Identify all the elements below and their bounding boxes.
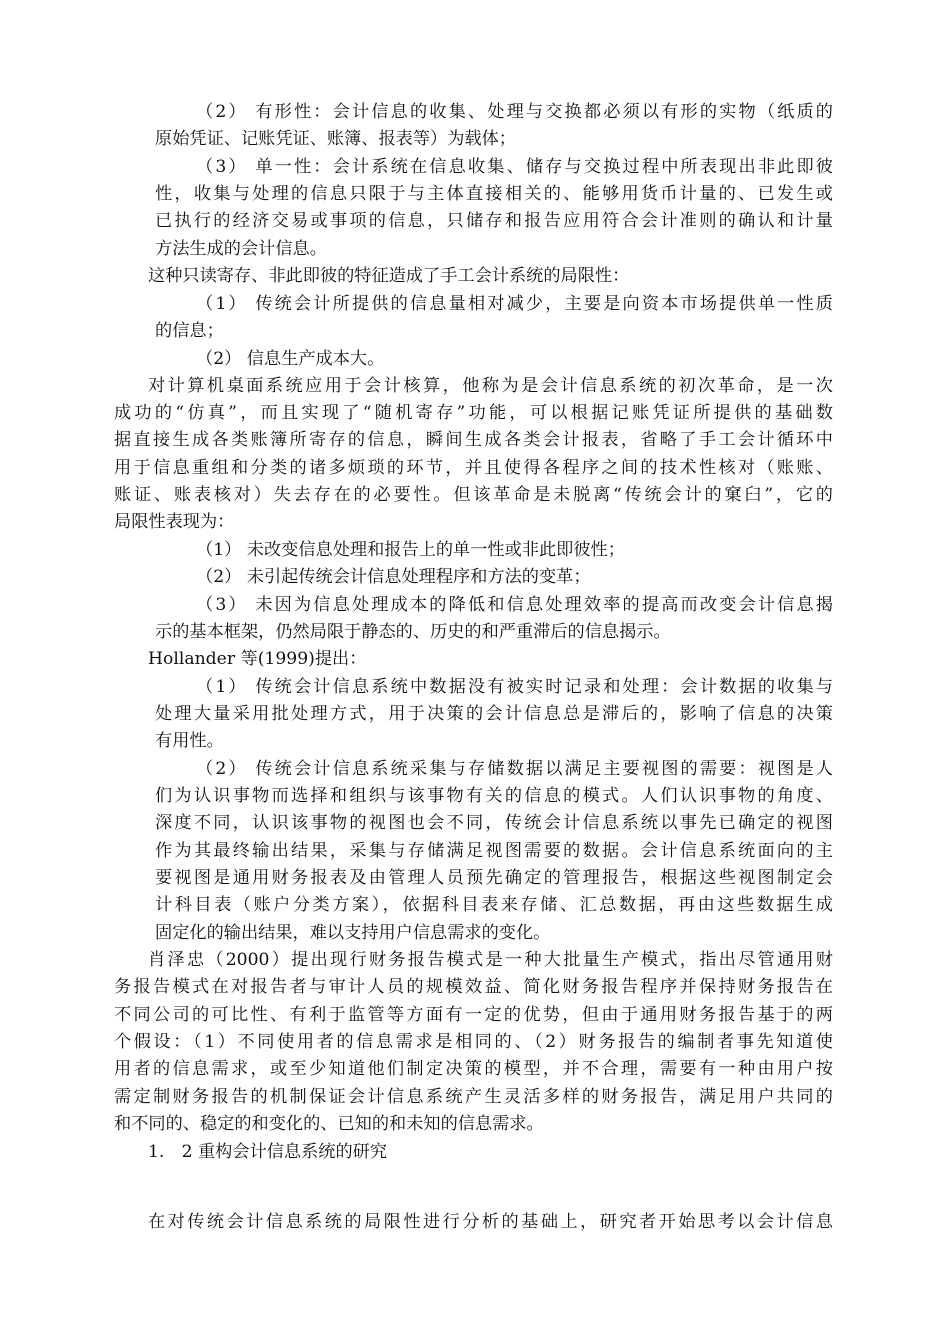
text-line: 用于信息重组和分类的诸多烦琐的环节，并且使得各程序之间的技术性核对（账账、 [114, 458, 833, 478]
text-line: 账证、账表核对）失去存在的必要性。但该革命是未脱离“传统会计的窠臼”，它的 [114, 485, 833, 505]
text-line: （3） 未因为信息处理成本的降低和信息处理效率的提高而改变会计信息揭 [196, 595, 833, 615]
text-line: 原始凭证、记账凭证、账簿、报表等）为载体； [155, 129, 516, 149]
text-line: 不同公司的可比性、有利于监管等方面有一定的优势，但由于通用财务报告基于的两 [114, 1005, 833, 1025]
text-line: 作为其最终输出结果，采集与存储满足视图需要的数据。会计信息系统面向的主 [155, 841, 833, 861]
text-line: 对计算机桌面系统应用于会计核算，他称为是会计信息系统的初次革命，是一次 [148, 376, 833, 396]
text-line: 有用性。 [155, 731, 224, 751]
text-line: （1） 未改变信息处理和报告上的单一性或非此即彼性； [196, 540, 625, 560]
text-line: （2） 信息生产成本大。 [196, 349, 385, 369]
text-line: 的信息； [155, 321, 224, 341]
text-line: Hollander 等(1999)提出： [148, 649, 367, 669]
text-line: 肖泽忠（2000）提出现行财务报告模式是一种大批量生产模式，指出尽管通用财 [148, 950, 833, 970]
text-line: 用者的信息需求，或至少知道他们制定决策的模型，并不合理，需要有一种由用户按 [114, 1059, 833, 1079]
text-line: 们为认识事物而选择和组织与该事物有关的信息的模式。人们认识事物的角度、 [155, 786, 833, 806]
text-line: 局限性表现为： [114, 512, 235, 532]
text-line: 要视图是通用财务报表及由管理人员预先确定的管理报告，根据这些视图制定会 [155, 868, 833, 888]
text-line: 方法生成的会计信息。 [155, 239, 327, 259]
text-line: 需定制财务报告的机制保证会计信息系统产生灵活多样的财务报告，满足用户共同的 [114, 1087, 833, 1107]
text-line: 和不同的、稳定的和变化的、已知的和未知的信息需求。 [114, 1114, 544, 1134]
text-line: 处理大量采用批处理方式，用于决策的会计信息总是滞后的，影响了信息的决策 [155, 704, 833, 724]
text-line: 固定化的输出结果，难以支持用户信息需求的变化。 [155, 923, 551, 943]
text-line: 示的基本框架，仍然局限于静态的、历史的和严重滞后的信息揭示。 [155, 622, 671, 642]
text-line: （1） 传统会计信息系统中数据没有被实时记录和处理：会计数据的收集与 [196, 677, 833, 697]
text-line: 这种只读寄存、非此即彼的特征造成了手工会计系统的局限性： [148, 266, 630, 286]
text-line: （2） 未引起传统会计信息处理程序和方法的变革； [196, 567, 591, 587]
text-line: 深度不同，认识该事物的视图也会不同，传统会计信息系统以事先已确定的视图 [155, 813, 833, 833]
text-line: 在对传统会计信息系统的局限性进行分析的基础上，研究者开始思考以会计信息 [148, 1212, 833, 1232]
text-line: 计科目表（账户分类方案），依据科目表来存储、汇总数据，再由这些数据生成 [155, 895, 833, 915]
text-line: （1） 传统会计所提供的信息量相对减少，主要是向资本市场提供单一性质 [196, 294, 833, 314]
text-line: 务报告模式在对报告者与审计人员的规模效益、简化财务报告程序并保持财务报告在 [114, 977, 833, 997]
text-line: 性，收集与处理的信息只限于与主体直接相关的、能够用货币计量的、已发生或 [155, 184, 833, 204]
text-line: 成功的“仿真”，而且实现了“随机寄存”功能，可以根据记账凭证所提供的基础数 [114, 403, 833, 423]
text-line: （2） 有形性：会计信息的收集、处理与交换都必须以有形的实物（纸质的 [196, 102, 833, 122]
section-heading: 1. 2 重构会计信息系统的研究 [148, 1142, 388, 1162]
text-line: （2） 传统会计信息系统采集与存储数据以满足主要视图的需要：视图是人 [196, 759, 833, 779]
text-line: 已执行的经济交易或事项的信息，只储存和报告应用符合会计准则的确认和计量 [155, 211, 833, 231]
text-line: （3） 单一性：会计系统在信息收集、储存与交换过程中所表现出非此即彼 [196, 157, 833, 177]
text-line: 据直接生成各类账簿所寄存的信息，瞬间生成各类会计报表，省略了手工会计循环中 [114, 430, 833, 450]
text-line: 个假设：（1）不同使用者的信息需求是相同的、（2）财务报告的编制者事先知道使 [114, 1032, 833, 1052]
